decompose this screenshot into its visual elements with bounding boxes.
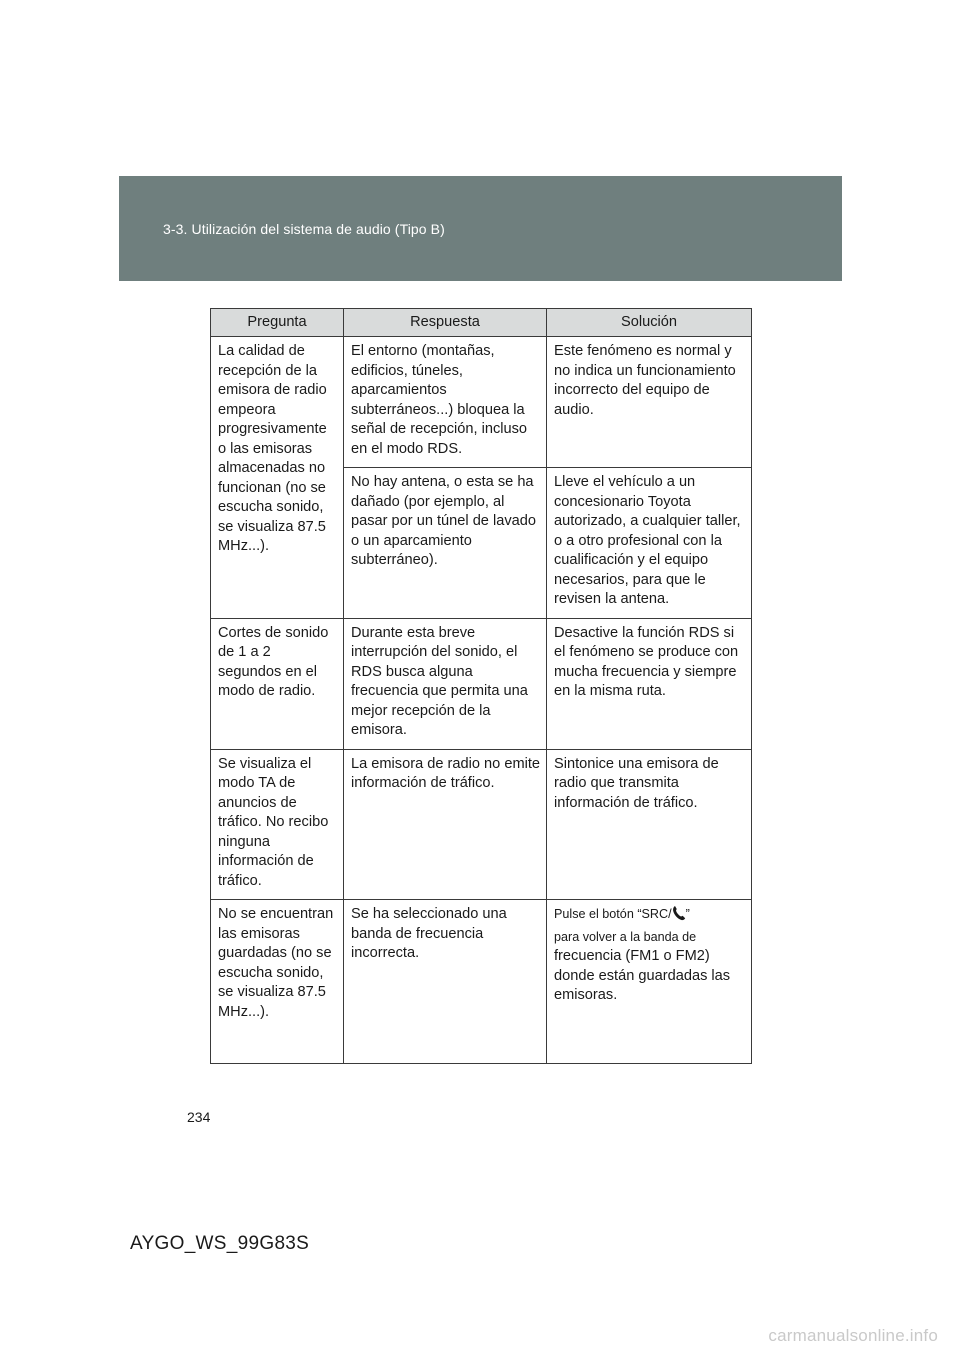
table-row xyxy=(211,337,752,468)
question-cell: No se encuentran las emisoras guardadas (no se escucha sonido, se visualiza 87.5 MHz...). xyxy=(211,900,344,1064)
column-header-question: Pregunta xyxy=(211,309,344,337)
troubleshooting-table xyxy=(210,308,752,1064)
solution-suffix: ” xyxy=(685,907,690,921)
question-cell: Se visualiza el modo TA de anuncios de tráfico. No recibo ninguna información de tráfico. xyxy=(211,749,344,900)
answer-cell: El entorno (montañas, edificios, túneles, aparcamientos subterráneos...) bloquea la señal de recepción, incluso en el modo RDS. xyxy=(344,337,547,468)
column-header-solution: Solución xyxy=(547,309,752,337)
document-code: AYGO_WS_99G83S xyxy=(130,1233,310,1254)
phone-icon xyxy=(672,905,686,928)
solution-cell: Sintonice una emisora de radio que transmita información de tráfico. xyxy=(547,749,752,900)
answer-cell: No hay antena, o esta se ha dañado (por ejemplo, al pasar por un túnel de lavado o un aparcamiento subterráneo). xyxy=(344,468,547,619)
column-header-answer: Respuesta xyxy=(344,309,547,337)
answer-cell: Se ha seleccionado una banda de frecuencia incorrecta. xyxy=(344,900,547,1064)
question-cell: Cortes de sonido de 1 a 2 segundos en el modo de radio. xyxy=(211,618,344,749)
page-number: 234 xyxy=(187,1109,211,1125)
section-header-bar xyxy=(119,176,842,281)
table-row xyxy=(211,749,752,900)
solution-cell xyxy=(547,900,752,1064)
table-row xyxy=(211,618,752,749)
watermark: carmanualsonline.info xyxy=(768,1326,938,1345)
section-title: 3-3. Utilización del sistema de audio (Tipo B) xyxy=(163,221,445,237)
answer-cell: Durante esta breve interrupción del sonido, el RDS busca alguna frecuencia que permita una mejor recepción de la emisora. xyxy=(344,618,547,749)
question-cell: La calidad de recepción de la emisora de radio empeora progresivamente o las emisoras almacenadas no funcionan (no se escucha sonido, se visualiza 87.5 MHz...). xyxy=(211,337,344,619)
table-row xyxy=(211,900,752,1064)
solution-cell: Este fenómeno es normal y no indica un funcionamiento incorrecto del equipo de audio. xyxy=(547,337,752,468)
solution-line-2: para volver a la banda de xyxy=(554,929,697,944)
solution-prefix: Pulse el botón “SRC/ xyxy=(554,907,672,921)
solution-cell: Desactive la función RDS si el fenómeno se produce con mucha frecuencia y siempre en la misma ruta. xyxy=(547,618,752,749)
table-header-row xyxy=(211,309,752,337)
solution-cell: Lleve el vehículo a un concesionario Toyota autorizado, a cualquier taller, o a otro profesional con la cualificación y el equipo necesarios, para que le revisen la antena. xyxy=(547,468,752,619)
solution-rest: frecuencia (FM1 o FM2) donde están guardadas las emisoras. xyxy=(554,948,731,1003)
answer-cell: La emisora de radio no emite información de tráfico. xyxy=(344,749,547,900)
